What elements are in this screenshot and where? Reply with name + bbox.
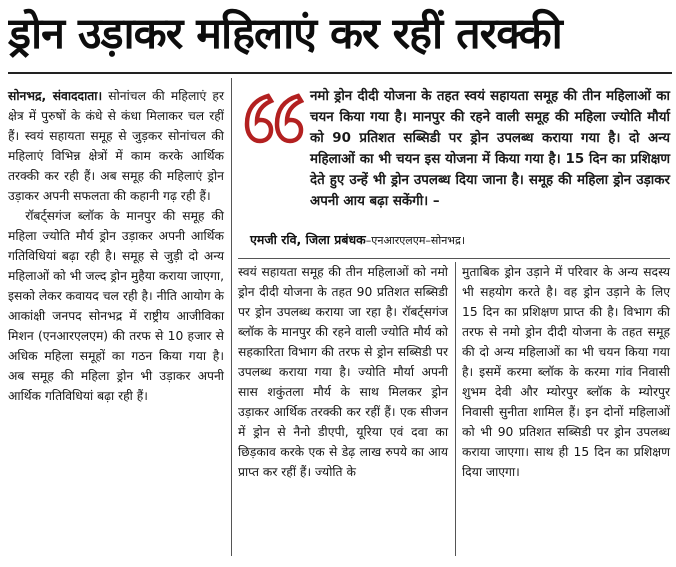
dateline: सोनभद्र, संवाददाता। bbox=[8, 89, 103, 103]
quote-mark-icon bbox=[244, 92, 304, 144]
quote-divider bbox=[238, 258, 670, 259]
column-divider bbox=[231, 78, 232, 556]
headline-rule bbox=[8, 72, 672, 74]
byline-org: –एनआरएलएम–सोनभद्र। bbox=[365, 234, 466, 247]
quote-byline bbox=[250, 230, 670, 251]
article-column-2: स्वयं सहायता समूह की तीन महिलाओं को नमो ड्रोन दीदी योजना के तहत 90 प्रतिशत सब्सिडी पर ड्रोन उपलब्ध कराया जा रहा है। रॉबर्ट्सगंज ब्लॉक के मानपुर की रहने वाली ज्योति मौर्य को सहकारिता विभाग की तरफ से ड्रोन सब्सिडी पर उपलब्ध कराया गया है। ज्योति मौर्या अपनी सास शकुंतला मौर्य के साथ मिलकर ड्रोन उड़ाकर आर्थिक तरक्की कर रहीं हैं। एक सीजन में ड्रोन से नैनो डीएपी, यूरिया एवं दवा का छिड़काव करके एक से डेढ़ लाख रुपये का आय प्राप्त कर रहीं हैं। ज्योति के bbox=[238, 265, 448, 479]
column-divider-2 bbox=[455, 262, 456, 556]
article-column-1 bbox=[8, 86, 224, 406]
lead-paragraph bbox=[8, 86, 224, 206]
quote-text: नमो ड्रोन दीदी योजना के तहत स्वयं सहायता समूह की तीन महिलाओं का चयन किया गया है। मानपुर की रहने वाली समूह की महिला ज्योति मौर्या को 90 प्रतिशत सब्सिडी पर ड्रोन उपलब्ध कराया गया है। दो अन्य महिलाओं का भी चयन इस योजना में किया गया है। 15 दिन का प्रशिक्षण देते हुए उन्हें भी ड्रोन उपलब्ध दिया जाना है। समूह की महिला ड्रोन उड़ाकर अपनी आय बढ़ा सकेंगी। – bbox=[310, 89, 670, 209]
headline: ड्रोन उड़ाकर महिलाएं कर रहीं तरक्की bbox=[8, 9, 562, 59]
lead-text: सोनांचल की महिलाएं हर क्षेत्र में पुरुषों के कंधे से कंधा मिलाकर चल रहीं हैं। स्वयं सहायता समूह से जुड़कर सोनांचल की महिलाएं विभिन्न क्षेत्रों में काम करके आर्थिक तरक्की कर रही हैं। अब समूह की महिलाएं ड्रोन उड़ाकर अपनी सफलता की कहानी गढ़ रही हैं। bbox=[8, 89, 224, 203]
byline-name: एमजी रवि, जिला प्रबंधक bbox=[250, 232, 366, 247]
paragraph-2: रॉबर्ट्सगंज ब्लॉक के मानपुर की समूह की महिला ज्योति मौर्य ड्रोन उड़ाकर अपनी आर्थिक गतिविधियां बढ़ा रही है। समूह से जुड़ी दो अन्य महिलाओं को भी जल्द ड्रोन मुहैया कराया जाएगा, इसको लेकर कवायद चल रही है। नीति आयोग के आकांक्षी जनपद सोनभद्र में राष्ट्रीय आजीविका मिशन (एनआरएलएम) की तरफ से 10 हजार से अधिक महिला समूहों का गठन किया गया है। अब समूह की महिला ड्रोन भी उड़ाकर अपनी आर्थिक गतिविधियां बढ़ा रही हैं। bbox=[8, 209, 224, 403]
article-column-3: मुताबिक ड्रोन उड़ाने में परिवार के अन्य सदस्य भी सहयोग करते है। वह ड्रोन उड़ाने के लिए 15 दिन का प्रशिक्षण प्राप्त की है। विभाग की तरफ से नमो ड्रोन दीदी योजना के तहत समूह की दो अन्य महिलाओं का भी चयन किया गया है। इसमें करमा ब्लॉक के करमा गांव निवासी शुभम देवी और म्योरपुर ब्लॉक के म्योरपुर निवासी सुनीता शामिल हैं। इन दोनों महिलाओं को भी 90 प्रतिशत सब्सिडी पर ड्रोन उपलब्ध कराया जाएगा। साथ ही 15 दिन का प्रशिक्षण दिया जाएगा। bbox=[462, 265, 670, 479]
